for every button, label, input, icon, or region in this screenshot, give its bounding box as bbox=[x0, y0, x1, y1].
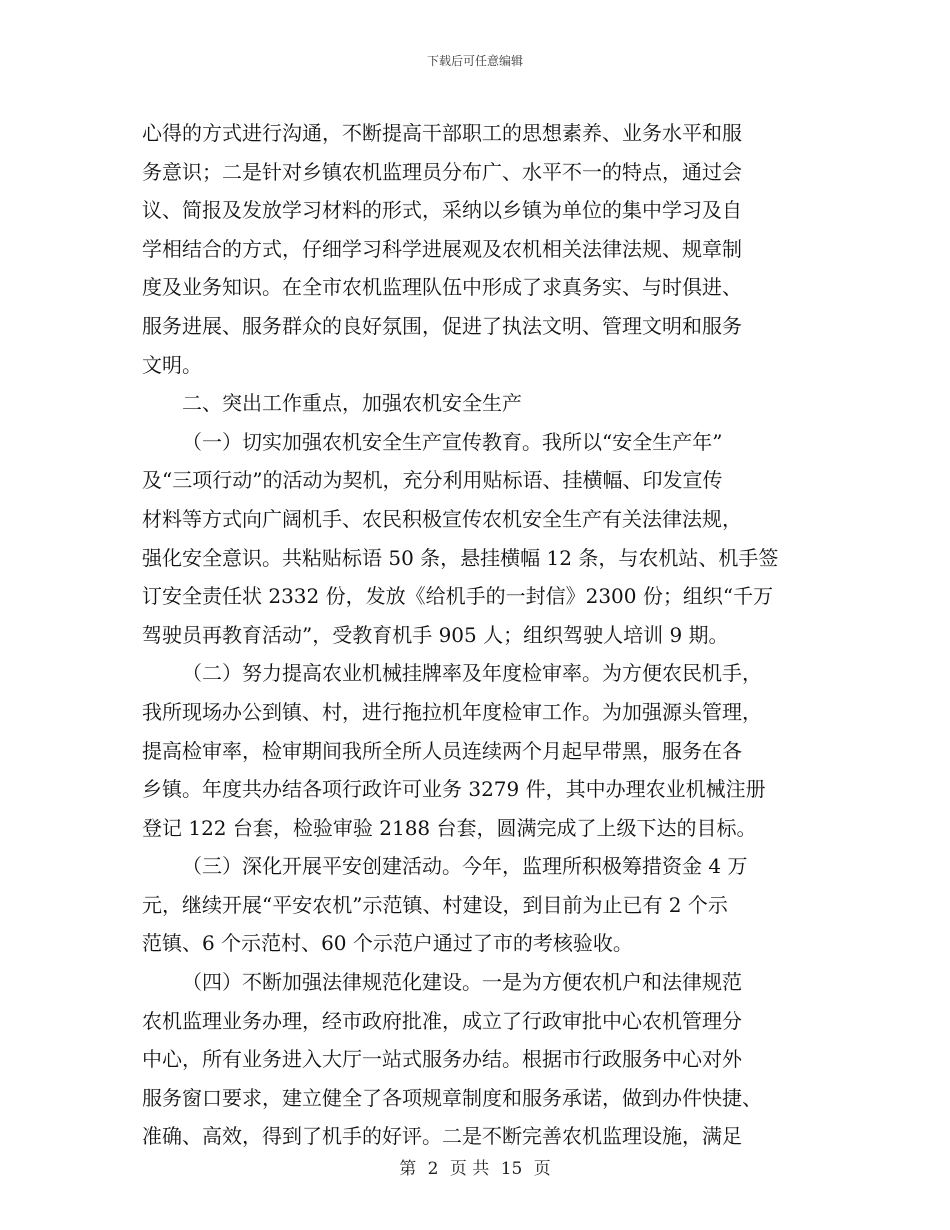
text-line: 材料等方式向广阔机手、农民积极宣传农机安全生产有关法律法规， bbox=[142, 506, 742, 531]
text-line: 我所现场办公到镇、村，进行拖拉机年度检审工作。为加强源头管理， bbox=[142, 699, 762, 724]
text-line: 提高检审率，检审期间我所全所人员连续两个月起早带黑，服务在各 bbox=[142, 738, 742, 763]
text-line: 学相结合的方式，仔细学习科学进展观及农机相关法律法规、规章制 bbox=[142, 236, 742, 261]
page-header: 下载后可任意编辑 bbox=[426, 54, 523, 68]
text-line: 登记 122 台套，检验审验 2188 台套，圆满完成了上级下达的目标。 bbox=[142, 815, 757, 840]
text-line: 度及业务知识。在全市农机监理队伍中形成了求真务实、与时俱进、 bbox=[142, 275, 742, 300]
text-line: 农机监理业务办理，经市政府批准，成立了行政审批中心农机管理分 bbox=[142, 1008, 742, 1033]
text-line: 服务进展、服务群众的良好氛围，促进了执法文明、管理文明和服务 bbox=[142, 313, 742, 338]
text-line: （三）深化开展平安创建活动。今年，监理所积极筹措资金 4 万 bbox=[182, 854, 748, 879]
section-heading: 二、突出工作重点，加强农机安全生产 bbox=[182, 391, 522, 416]
text-line: 范镇、6 个示范村、60 个示范户通过了市的考核验收。 bbox=[142, 931, 633, 956]
footer-middle: 页 共 bbox=[449, 1159, 490, 1179]
page-number: 2 bbox=[427, 1159, 439, 1179]
text-line: （一）切实加强农机安全生产宣传教育。我所以“安全生产年” bbox=[182, 429, 723, 454]
text-line: 元，继续开展“平安农机”示范镇、村建设，到目前为止已有 2 个示 bbox=[142, 892, 728, 917]
text-line: 订安全责任状 2332 份，发放《给机手的一封信》2300 份；组织“千万 bbox=[142, 584, 774, 609]
page-footer bbox=[0, 1154, 950, 1179]
text-line: 准确、高效，得到了机手的好评。二是不断完善农机监理设施，满足 bbox=[142, 1124, 742, 1149]
text-line: 强化安全意识。共粘贴标语 50 条，悬挂横幅 12 条，与农机站、机手签 bbox=[142, 545, 779, 570]
text-line: 心得的方式进行沟通，不断提高干部职工的思想素养、业务水平和服 bbox=[142, 121, 742, 145]
page-total: 15 bbox=[500, 1159, 523, 1179]
text-line: （四）不断加强法律规范化建设。一是为方便农机户和法律规范 bbox=[182, 970, 742, 995]
footer-prefix: 第 bbox=[399, 1159, 417, 1179]
text-line: 及“三项行动”的活动为契机，充分利用贴标语、挂横幅、印发宣传 bbox=[142, 468, 723, 493]
text-line: 驾驶员再教育活动”，受教育机手 905 人；组织驾驶人培训 9 期。 bbox=[142, 622, 729, 647]
text-line: 议、简报及发放学习材料的形式，采纳以乡镇为单位的集中学习及自 bbox=[142, 198, 742, 223]
text-line: 文明。 bbox=[142, 352, 202, 377]
text-line: （二）努力提高农业机械挂牌率及年度检审率。为方便农民机手， bbox=[182, 661, 762, 686]
text-line: 中心，所有业务进入大厅一站式服务办结。根据市行政服务中心对外 bbox=[142, 1047, 742, 1072]
footer-suffix: 页 bbox=[533, 1159, 551, 1179]
text-line: 务意识；二是针对乡镇农机监理员分布广、水平不一的特点，通过会 bbox=[142, 159, 742, 184]
text-line: 乡镇。年度共办结各项行政许可业务 3279 件，其中办理农业机械注册 bbox=[142, 777, 766, 802]
text-line: 服务窗口要求，建立健全了各项规章制度和服务承诺，做到办件快捷、 bbox=[142, 1085, 762, 1110]
document-body bbox=[142, 114, 812, 1156]
